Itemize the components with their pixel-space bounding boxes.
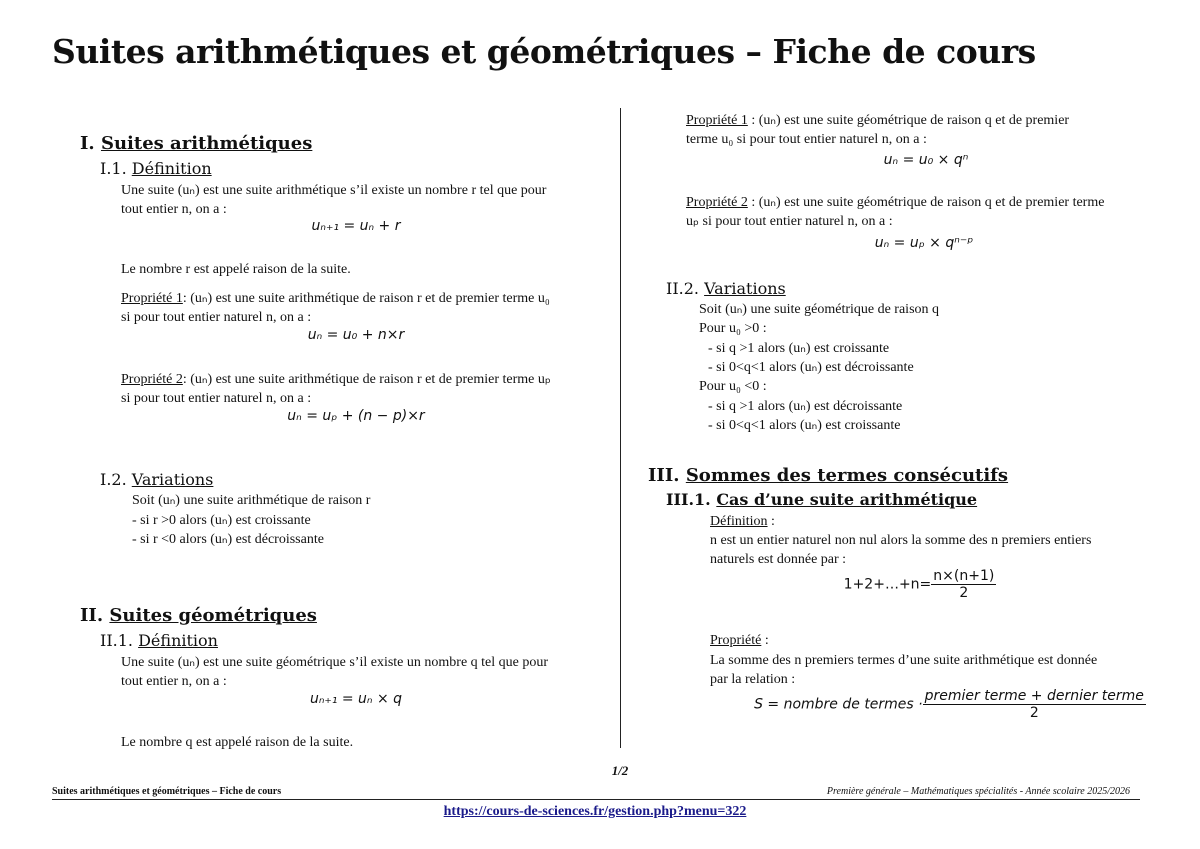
subsection-2-1-number: II.1.	[100, 631, 133, 650]
s3-def-line1: n est un entier naturel non nul alors la somme des n premiers entiers	[710, 533, 1092, 548]
s3-prop-line2: par la relation :	[710, 672, 796, 687]
s3-prop-colon: :	[761, 633, 769, 648]
s2-def-formula: uₙ₊₁ = uₙ × q	[309, 691, 403, 707]
s1-def-line2: tout entier n, on a :	[121, 202, 227, 217]
s1-def-formula: uₙ₊₁ = uₙ + r	[311, 218, 401, 234]
s3-def-label-line	[710, 512, 775, 531]
s1-prop1-formula: uₙ = u₀ + n×r	[307, 327, 405, 343]
s1-prop2-line2: si pour tout entier naturel n, on a :	[121, 391, 312, 406]
s3-prop-label-line	[710, 631, 769, 650]
s1-prop2-line1	[121, 370, 551, 389]
page-number: 1/2	[611, 763, 629, 778]
s1-prop1-line1	[121, 289, 550, 308]
s2-prop1-text: : (uₙ) est une suite géométrique de raison q et de premier	[747, 113, 1070, 128]
section-2-title: Suites géométriques	[109, 605, 317, 626]
s1-prop1-line2: si pour tout entier naturel n, on a :	[121, 310, 312, 325]
s2-var-line5: Pour u₀ <0 :	[699, 379, 767, 394]
section-1-number: I.	[80, 133, 95, 154]
section-2-heading	[80, 605, 317, 626]
s1-prop2-label: Propriété 2	[121, 372, 183, 387]
s3-sum-lhs: 1+2+…+n=	[843, 576, 932, 593]
s2-var-line6: - si q >1 alors (uₙ) est décroissante	[708, 399, 903, 414]
s2-def-line3: Le nombre q est appelé raison de la suite.	[121, 735, 354, 750]
s3-relation-fraction	[923, 688, 1146, 721]
s2-prop2-line1	[686, 193, 1104, 212]
subsection-1-1-heading	[100, 159, 212, 178]
subsection-1-2-title: Variations	[131, 470, 214, 489]
s2-var-line4: - si 0<q<1 alors (uₙ) est décroissante	[708, 360, 914, 375]
subsection-2-1-heading	[100, 631, 218, 650]
s1-prop2-text: : (uₙ) est une suite arithmétique de raison r et de premier terme uₚ	[182, 372, 551, 387]
section-3-title: Sommes des termes consécutifs	[685, 465, 1009, 486]
subsection-2-2-title: Variations	[704, 279, 786, 298]
s1-prop1-text: : (uₙ) est une suite arithmétique de raison r et de premier terme u₀	[182, 291, 550, 306]
s2-var-line2: Pour u₀ >0 :	[699, 321, 767, 336]
s3-sum-formula	[760, 568, 1080, 601]
s2-prop2-formula: uₙ = uₚ × qⁿ⁻ᵖ	[874, 235, 974, 251]
subsection-3-1-number: III.1.	[666, 490, 711, 509]
subsection-3-1-heading	[666, 490, 977, 509]
s1-var-line1: Soit (uₙ) une suite arithmétique de raison r	[132, 493, 371, 508]
subsection-2-2-heading	[666, 279, 786, 298]
s3-relation-lhs: S = nombre de termes ·	[754, 696, 923, 713]
footer-course-info: Première générale – Mathématiques spécialités - Année scolaire 2025/2026	[826, 786, 1130, 797]
s2-prop1-formula: uₙ = u₀ × qⁿ	[883, 152, 969, 168]
section-3-number: III.	[648, 465, 680, 486]
section-3-heading	[648, 465, 1008, 486]
subsection-1-1-title: Définition	[131, 159, 212, 178]
subsection-1-1-number: I.1.	[100, 159, 127, 178]
s3-def-line2: naturels est donnée par :	[710, 552, 847, 567]
s3-def-label: Définition	[710, 514, 768, 529]
s1-var-line3: - si r <0 alors (uₙ) est décroissante	[132, 532, 324, 547]
s2-prop2-text: : (uₙ) est une suite géométrique de raison q et de premier terme	[747, 195, 1105, 210]
column-divider	[620, 108, 621, 748]
s1-def-line1: Une suite (uₙ) est une suite arithmétique s’il existe un nombre r tel que pour	[121, 183, 547, 198]
s2-var-line3: - si q >1 alors (uₙ) est croissante	[708, 341, 890, 356]
s3-prop-label: Propriété	[710, 633, 762, 648]
s2-var-line1: Soit (uₙ) une suite géométrique de raison q	[699, 302, 940, 317]
s2-prop1-line1	[686, 111, 1069, 130]
section-1-heading	[80, 133, 312, 154]
subsection-2-1-title: Définition	[138, 631, 218, 650]
subsection-3-1-title: Cas d’une suite arithmétique	[716, 490, 978, 509]
page-title: Suites arithmétiques et géométriques – Fiche de cours	[52, 32, 1036, 71]
s2-def-line1: Une suite (uₙ) est une suite géométrique s’il existe un nombre q tel que pour	[121, 655, 549, 670]
s2-prop2-line2: uₚ si pour tout entier naturel n, on a :	[686, 214, 893, 229]
s3-sum-fraction	[931, 568, 996, 601]
s3-relation-denominator: 2	[1029, 705, 1039, 721]
s2-def-line2: tout entier n, on a :	[121, 674, 227, 689]
s1-prop2-formula: uₙ = uₚ + (n − p)×r	[287, 408, 425, 424]
subsection-1-2-heading	[100, 470, 213, 489]
s3-relation-formula	[700, 688, 1200, 721]
footer-url-link[interactable]: https://cours-de-sciences.fr/gestion.php?menu=322	[443, 804, 747, 819]
s3-relation-numerator: premier terme + dernier terme	[924, 688, 1144, 704]
footer-title: Suites arithmétiques et géométriques – Fiche de cours	[52, 786, 282, 797]
s3-sum-numerator: n×(n+1)	[933, 568, 995, 584]
s2-prop1-label: Propriété 1	[686, 113, 748, 128]
section-2-number: II.	[80, 605, 104, 626]
s1-def-line3: Le nombre r est appelé raison de la suite.	[121, 262, 351, 277]
s2-prop1-line2: terme u₀ si pour tout entier naturel n, on a :	[686, 132, 927, 147]
s3-prop-line1: La somme des n premiers termes d’une suite arithmétique est donnée	[710, 653, 1098, 668]
s1-prop1-label: Propriété 1	[121, 291, 183, 306]
s3-sum-denominator: 2	[959, 585, 969, 601]
s1-var-line2: - si r >0 alors (uₙ) est croissante	[132, 513, 311, 528]
s2-prop2-label: Propriété 2	[686, 195, 748, 210]
footer-rule	[52, 799, 1140, 800]
section-1-title: Suites arithmétiques	[100, 133, 313, 154]
subsection-1-2-number: I.2.	[100, 470, 127, 489]
subsection-2-2-number: II.2.	[666, 279, 699, 298]
s2-var-line7: - si 0<q<1 alors (uₙ) est croissante	[708, 418, 901, 433]
s3-def-colon: :	[767, 514, 775, 529]
